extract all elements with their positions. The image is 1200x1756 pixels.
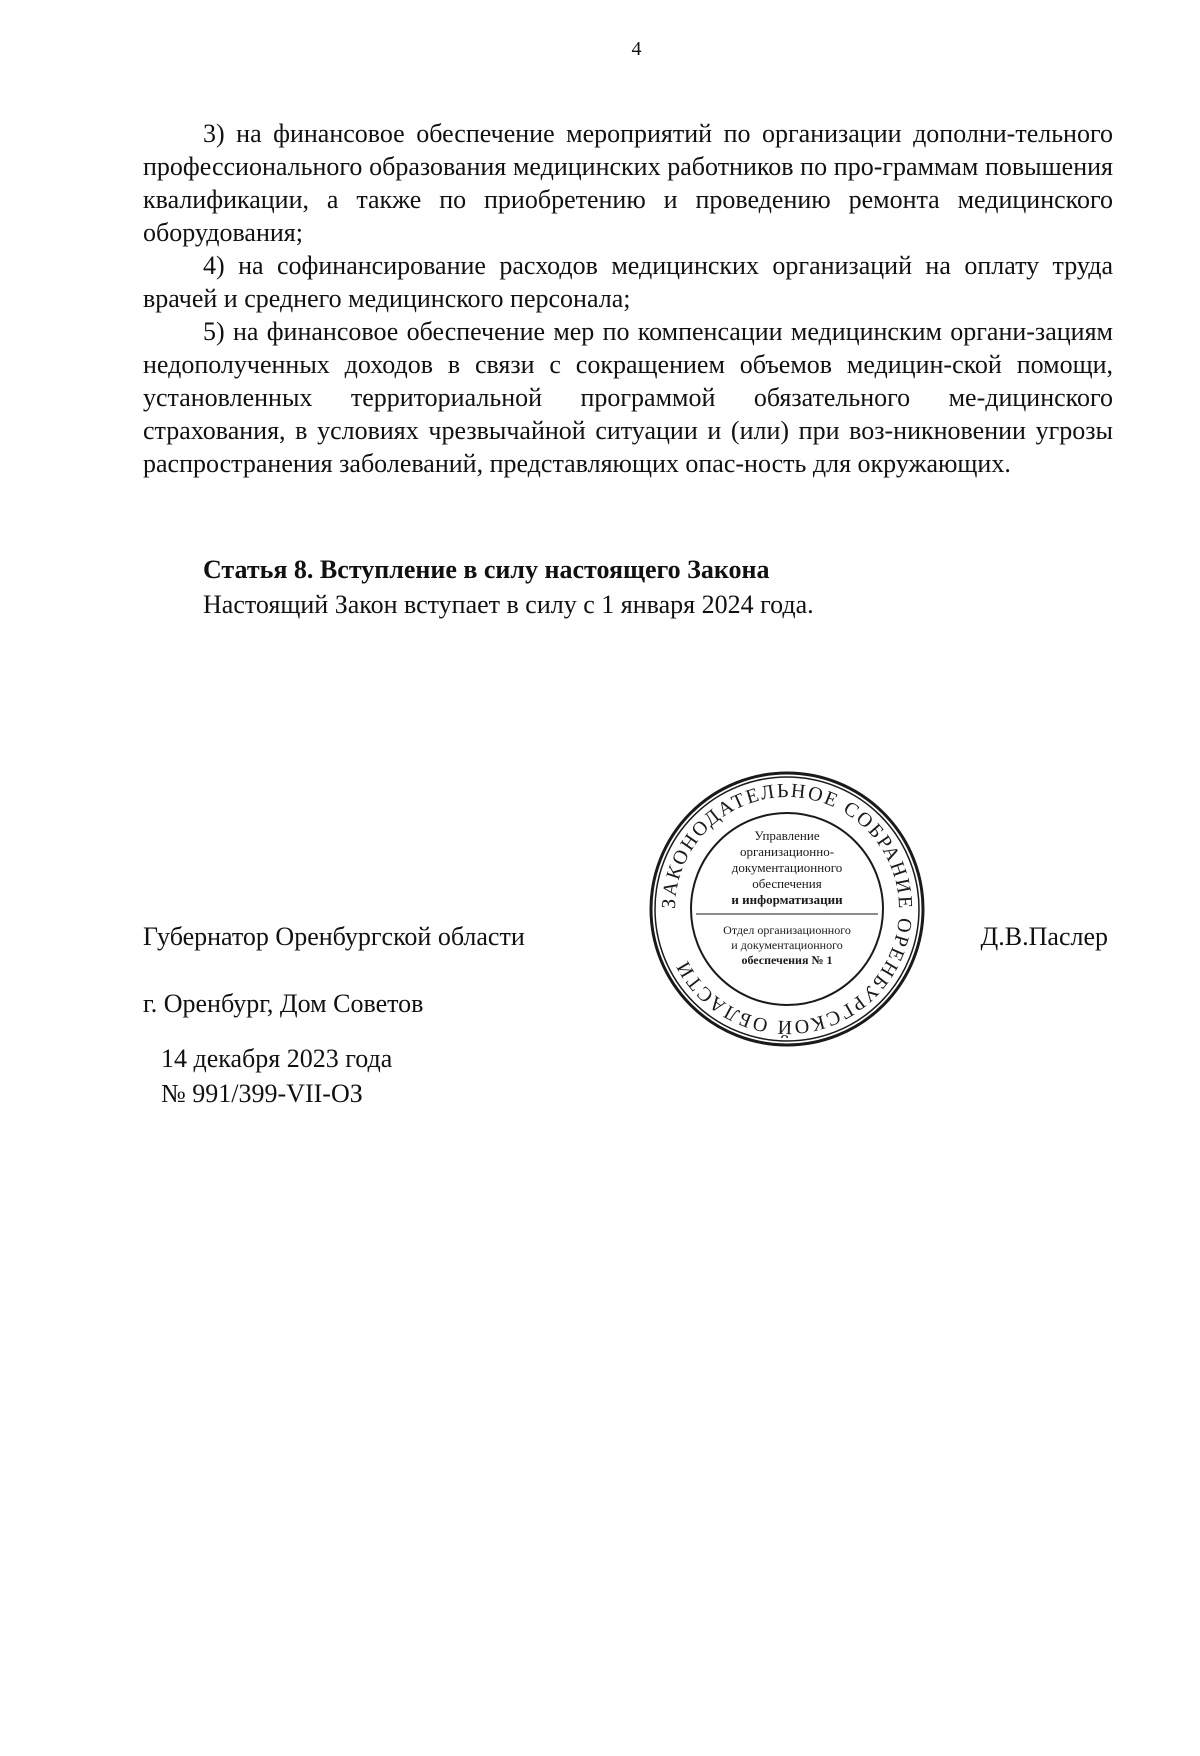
stamp-outer-text [658,780,916,1039]
stamp-outer-ring-inner [655,777,919,1041]
stamp-department-text [723,923,851,967]
stamp-line-4: обеспечения [752,876,822,891]
signatory-title: Губернатор Оренбургской области [143,922,525,951]
law-date: 14 декабря 2023 года [161,1044,393,1073]
stamp-line-3: документационного [731,860,843,875]
article-text: Настоящий Закон вступает в силу с 1 января 2024 года. [203,590,814,619]
law-number: № 991/399-VII-ОЗ [161,1079,363,1108]
article-heading: Статья 8. Вступление в силу настоящего Закона [203,555,770,584]
official-stamp [646,768,928,1050]
signing-place: г. Оренбург, Дом Советов [143,989,424,1018]
stamp-line-2: организационно- [739,844,835,859]
stamp-dept-line-2: и документационного [731,938,843,952]
stamp-line-5: и информатизации [731,892,843,907]
law-items [143,117,1113,480]
page-number: 4 [631,38,642,60]
stamp-dept-line-3: обеспечения № 1 [741,953,833,967]
stamp-graphic [646,768,928,1050]
stamp-outer-textpath: ЗАКОНОДАТЕЛЬНОЕ СОБРАНИЕ ОРЕНБУРГСКОЙ ОБЛАСТИ [657,779,917,1039]
stamp-dept-line-1: Отдел организационного [723,923,851,937]
law-item-3: 3) на финансовое обеспечение мероприятий по организации дополни-тельного профессионального образования медицинских работников по про-граммам повышения квалификации, а также по приобретению и проведению ремонта медицинского оборудования; [143,119,1113,247]
signatory-name: Д.В.Паслер [980,922,1108,951]
stamp-line-1: Управление [754,828,820,843]
law-item-5: 5) на финансовое обеспечение мер по компенсации медицинским органи-зациям недополученных доходов в связи с сокращением объемов медицин-ской помощи, установленных территориальной программой обязательного ме-дицинского страхования, в условиях чрезвычайной ситуации и (или) при воз-никновении угрозы распространения заболеваний, представляющих опас-ность для окружающих. [143,317,1113,478]
stamp-inner-text [731,828,843,907]
law-item-4: 4) на софинансирование расходов медицинских организаций на оплату труда врачей и среднего медицинского персонала; [143,251,1113,313]
